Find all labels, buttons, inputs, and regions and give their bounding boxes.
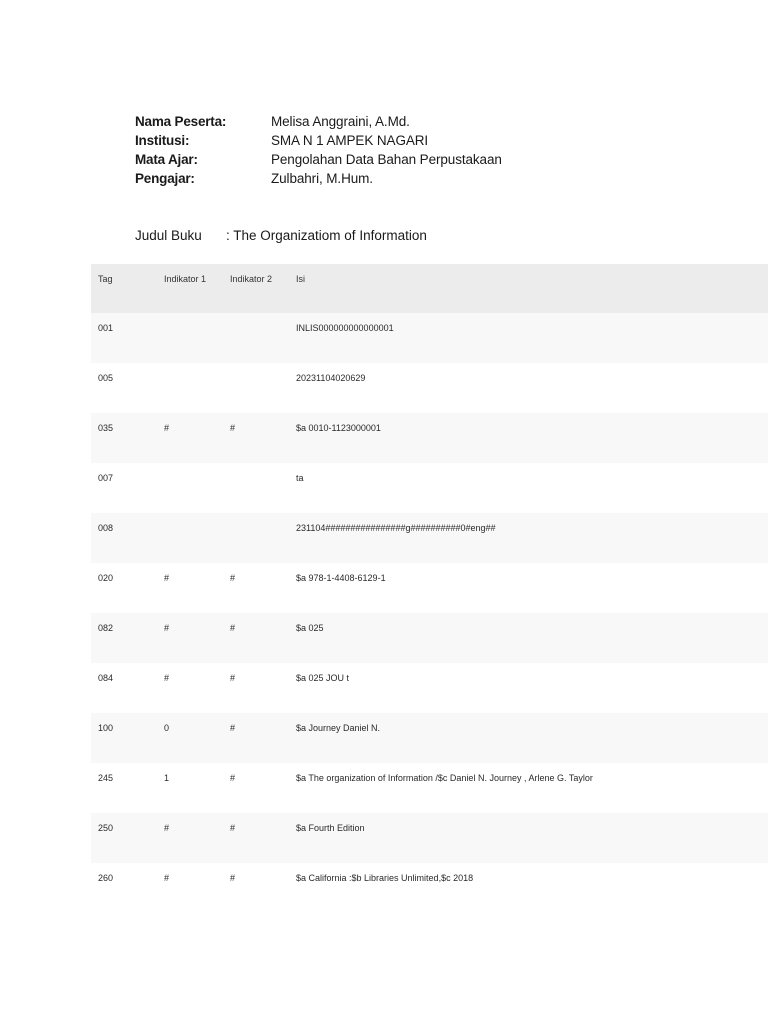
- row-isi: INLIS000000000000001: [296, 323, 394, 333]
- info-row-nama-peserta: [135, 112, 502, 131]
- participant-info: [135, 112, 502, 188]
- row-indikator-2: #: [230, 623, 236, 633]
- row-indikator-2: #: [230, 423, 236, 433]
- header-indikator-1: Indikator 1: [164, 274, 207, 284]
- row-indikator-2: #: [230, 823, 236, 833]
- judul-buku-label: Judul Buku: [135, 228, 202, 243]
- row-isi: $a Fourth Edition: [296, 823, 365, 833]
- row-indikator-1: [164, 463, 230, 473]
- row-indikator-2: [230, 363, 296, 373]
- nama-peserta-value: Melisa Anggraini, A.Md.: [271, 114, 410, 129]
- table-row: [91, 463, 768, 513]
- info-row-pengajar: [135, 169, 502, 188]
- row-indikator-1: #: [164, 673, 170, 683]
- row-tag: 001: [98, 323, 114, 333]
- table-row: [91, 563, 768, 613]
- row-indikator-1: [164, 513, 230, 523]
- row-tag: 005: [98, 373, 114, 383]
- row-isi: 231104################g##########0#eng##: [296, 523, 496, 533]
- row-tag: 007: [98, 473, 114, 483]
- table-row: [91, 613, 768, 663]
- pengajar-label: Pengajar:: [135, 171, 195, 186]
- table-row: [91, 863, 768, 913]
- table-row: [91, 513, 768, 563]
- judul-buku-value: : The Organizatiom of Information: [226, 228, 427, 243]
- row-isi: $a California :$b Libraries Unlimited,$c 2018: [296, 873, 474, 883]
- info-row-mata-ajar: [135, 150, 502, 169]
- pengajar-value: Zulbahri, M.Hum.: [271, 171, 373, 186]
- table-row: [91, 813, 768, 863]
- header-indikator-2: Indikator 2: [230, 274, 273, 284]
- row-isi: $a Journey Daniel N.: [296, 723, 381, 733]
- row-isi: $a 0010-1123000001: [296, 423, 381, 433]
- row-isi: $a 025: [296, 623, 324, 633]
- institusi-value: SMA N 1 AMPEK NAGARI: [271, 133, 429, 148]
- row-isi: $a The organization of Information /$c Daniel N. Journey , Arlene G. Taylor: [296, 773, 593, 783]
- table-row: [91, 763, 768, 813]
- row-indikator-2: #: [230, 873, 236, 883]
- row-isi: ta: [296, 473, 304, 483]
- table-row: [91, 313, 768, 363]
- row-isi: $a 025 JOU t: [296, 673, 350, 683]
- row-indikator-2: [230, 463, 296, 473]
- marc-table: [91, 264, 768, 913]
- institusi-label: Institusi:: [135, 133, 190, 148]
- row-indikator-1: #: [164, 573, 170, 583]
- info-row-institusi: [135, 131, 502, 150]
- row-indikator-2: #: [230, 723, 236, 733]
- row-indikator-1: #: [164, 823, 170, 833]
- row-indikator-2: #: [230, 673, 236, 683]
- row-indikator-2: #: [230, 573, 236, 583]
- row-indikator-1: 0: [164, 723, 170, 733]
- row-isi: $a 978-1-4408-6129-1: [296, 573, 386, 583]
- row-tag: 008: [98, 523, 114, 533]
- nama-peserta-label: Nama Peserta:: [135, 114, 227, 129]
- row-indikator-1: #: [164, 423, 170, 433]
- table-row: [91, 413, 768, 463]
- row-tag: 084: [98, 673, 114, 683]
- mata-ajar-label: Mata Ajar:: [135, 152, 198, 167]
- row-tag: 260: [98, 873, 114, 883]
- row-tag: 020: [98, 573, 114, 583]
- table-row: [91, 663, 768, 713]
- marc-table-header: [91, 264, 768, 313]
- row-tag: 082: [98, 623, 114, 633]
- row-indikator-2: #: [230, 773, 236, 783]
- row-indikator-2: [230, 513, 296, 523]
- row-indikator-1: #: [164, 873, 170, 883]
- row-indikator-1: [164, 313, 230, 323]
- table-row: [91, 363, 768, 413]
- table-row: [91, 713, 768, 763]
- header-tag: Tag: [98, 274, 113, 284]
- row-indikator-1: #: [164, 623, 170, 633]
- header-isi: Isi: [296, 274, 305, 284]
- row-indikator-1: 1: [164, 773, 170, 783]
- row-tag: 245: [98, 773, 114, 783]
- row-tag: 035: [98, 423, 114, 433]
- marc-table-body: [91, 313, 768, 913]
- row-indikator-1: [164, 363, 230, 373]
- mata-ajar-value: Pengolahan Data Bahan Perpustakaan: [271, 152, 502, 167]
- book-title-line: [135, 226, 427, 245]
- row-isi: 20231104020629: [296, 373, 366, 383]
- row-indikator-2: [230, 313, 296, 323]
- row-tag: 100: [98, 723, 114, 733]
- row-tag: 250: [98, 823, 114, 833]
